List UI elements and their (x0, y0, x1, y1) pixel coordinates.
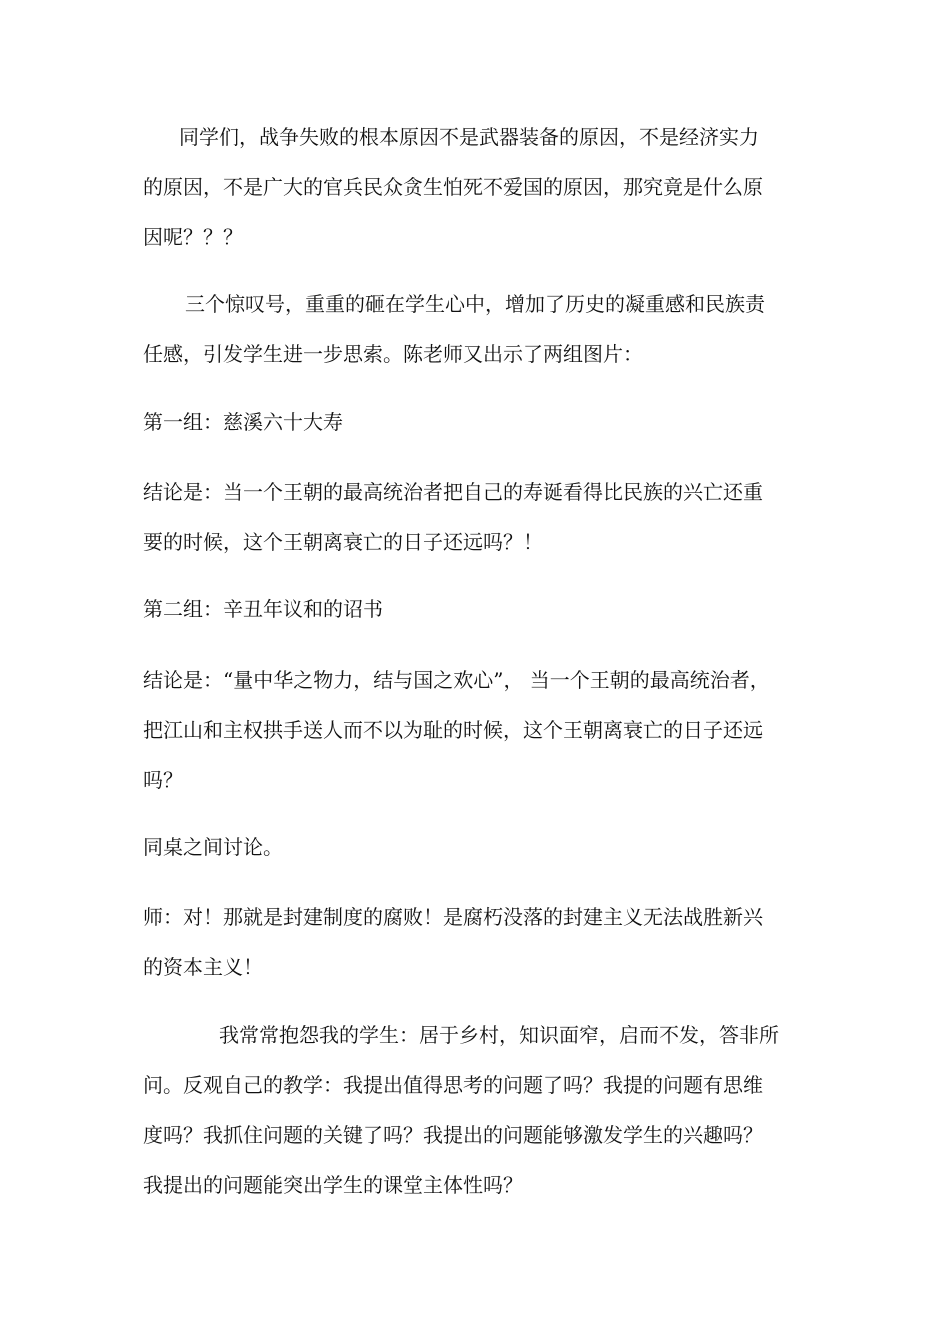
text-line: 要的时候，这个王朝离衰亡的日子还远吗？！ (143, 530, 543, 554)
text-line: 度吗？我抓住问题的关键了吗？我提出的问题能够激发学生的兴趣吗？ (143, 1123, 763, 1147)
text-line: 同学们，战争失败的根本原因不是武器装备的原因，不是经济实力 (179, 125, 759, 149)
text-line: 第一组：慈溪六十大寿 (143, 410, 343, 434)
text-line: 把江山和主权拱手送人而不以为耻的时候，这个王朝离衰亡的日子还远 (143, 718, 763, 742)
text-line: 吗？ (143, 768, 183, 792)
paragraph-conclusion-one (143, 467, 811, 567)
text-line: 的原因，不是广大的官兵民众贪生怕死不爱国的原因，那究竟是什么原 (143, 175, 763, 199)
text-line: 三个惊叹号，重重的砸在学生心中，增加了历史的凝重感和民族责 (185, 292, 765, 316)
text-line: 我提出的问题能突出学生的课堂主体性吗？ (143, 1173, 523, 1197)
text-line: 的资本主义！ (143, 955, 263, 979)
paragraph-question (143, 112, 811, 262)
paragraph-teacher (143, 892, 811, 992)
paragraph-exclamation (143, 279, 811, 379)
paragraph-group-two (143, 584, 811, 634)
text-line: 第二组：辛丑年议和的诏书 (143, 597, 383, 621)
paragraph-conclusion-two (143, 655, 811, 805)
paragraph-reflection (143, 1010, 811, 1210)
text-line: 结论是：“量中华之物力，结与国之欢心”， 当一个王朝的最高统治者， (143, 668, 770, 692)
text-line: 师：对！那就是封建制度的腐败！是腐朽没落的封建主义无法战胜新兴 (143, 905, 763, 929)
text-line: 结论是：当一个王朝的最高统治者把自己的寿诞看得比民族的兴亡还重 (143, 480, 763, 504)
text-line: 我常常抱怨我的学生：居于乡村，知识面窄，启而不发，答非所 (219, 1023, 779, 1047)
text-line: 同桌之间讨论。 (143, 835, 283, 859)
paragraph-discussion (143, 822, 811, 872)
text-line: 任感，引发学生进一步思索。陈老师又出示了两组图片： (143, 342, 643, 366)
text-line: 问。反观自己的教学：我提出值得思考的问题了吗？我提的问题有思维 (143, 1073, 763, 1097)
paragraph-group-one (143, 397, 811, 447)
text-line: 因呢？？？ (143, 225, 243, 249)
